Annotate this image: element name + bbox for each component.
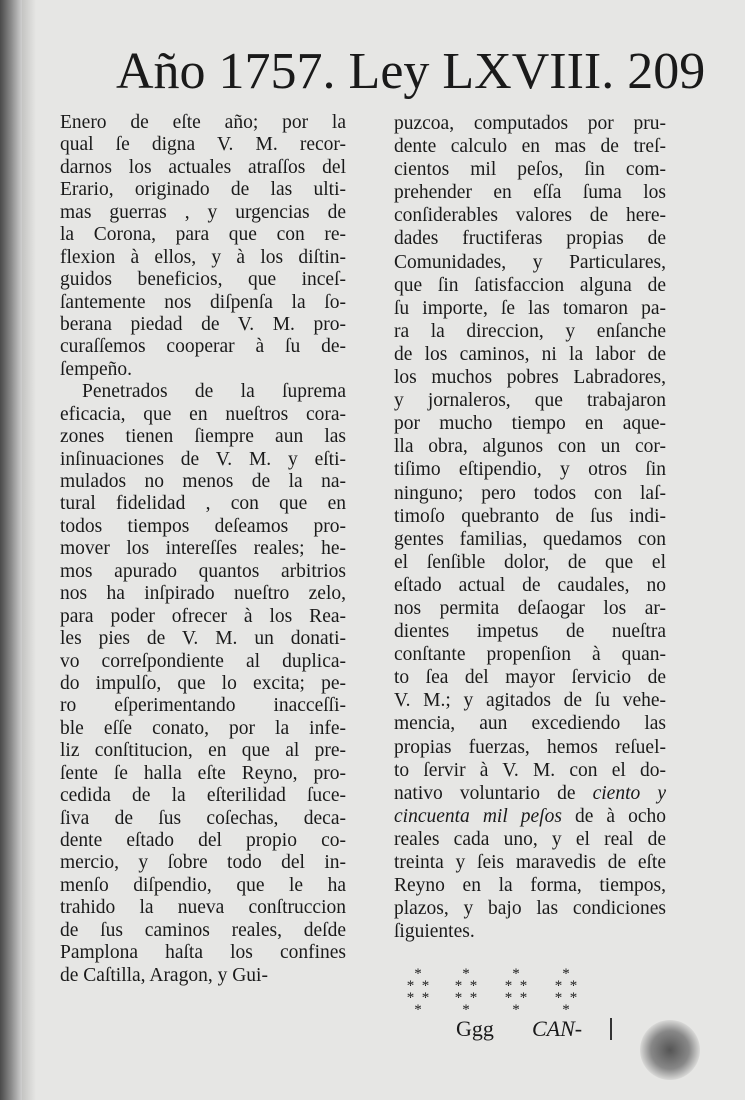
italic-text: ciento y: [592, 782, 666, 804]
text-line: los muchos pobres Labradores,: [394, 367, 666, 389]
text-line: dades fructiferas propias de: [394, 228, 666, 250]
margin-rule: [610, 1018, 612, 1040]
page-shadow: [22, 0, 36, 1100]
text-line: ſiva de ſus coſechas, deca-: [60, 807, 346, 829]
left-text-column: [60, 112, 346, 987]
page-binding-edge: [0, 0, 22, 1100]
text-line: ſente ſe halla eſte Reyno, pro-: [60, 762, 346, 784]
text-line: Penetrados de la ſuprema: [82, 381, 346, 403]
text-line: tural fidelidad , con que en: [60, 493, 346, 515]
text-line: ro eſperimentando inacceſſi-: [60, 695, 346, 717]
asterisk-cluster: * * * * * *: [454, 966, 478, 1018]
catchword: CAN-: [532, 1016, 583, 1041]
text-line: Comunidades, y Particulares,: [394, 251, 666, 273]
text-line: puzcoa, computados por pru-: [394, 113, 666, 134]
text-line: ſantemente nos diſpenſa la ſo-: [60, 291, 346, 313]
text-line: Pamplona haſta los confines: [60, 942, 346, 964]
text-line: berana piedad de V. M. pro-: [60, 313, 346, 335]
signature-mark: Ggg: [456, 1016, 494, 1041]
text-line: liz conſtitucion, en que al pre-: [60, 740, 346, 762]
text-line: flexion à ellos, y à los diſtin-: [60, 246, 346, 268]
text-line: to ſervir à V. M. con el do-: [394, 759, 666, 781]
right-text-column: [394, 112, 666, 943]
text-line: eficacia, que en nueſtros cora-: [60, 403, 346, 425]
text-line: to ſea del mayor ſervicio de: [394, 667, 666, 689]
text-line: [394, 782, 666, 805]
text-line: para poder ofrecer à los Rea-: [60, 605, 346, 627]
text-line: Erario, originado de las ulti-: [60, 179, 346, 201]
text-line: darnos los actuales atraſſos del: [60, 156, 346, 178]
text-line: timoſo quebranto de ſus indi-: [394, 505, 666, 527]
text-line: menſo diſpendio, que le ha: [60, 874, 346, 896]
text-segment: de à ocho: [561, 805, 666, 827]
text-line: V. M.; y agitados de ſu vehe-: [394, 690, 666, 712]
text-line: dientes impetus de nueſtra: [394, 621, 666, 643]
text-line: mos apurado quantos arbitrios: [60, 560, 346, 582]
text-line: mover los intereſſes reales; he-: [60, 538, 346, 560]
text-line: dente calculo en mas de treſ-: [394, 136, 666, 158]
text-line: ninguno; pero todos con laſ-: [394, 482, 666, 504]
text-line: les pies de V. M. un donati-: [60, 628, 346, 650]
text-line: y jornaleros, que trabajaron: [394, 390, 666, 412]
text-line: cedida de la eſterilidad ſuce-: [60, 785, 346, 807]
text-line: zones tienen ſiempre aun las: [60, 426, 346, 448]
text-line: plazos, y bajo las condiciones: [394, 898, 666, 920]
text-line: reales cada uno, y el real de: [394, 828, 666, 850]
text-line: mulados no menos de la na-: [60, 471, 346, 492]
text-line: de los caminos, ni la labor de: [394, 343, 666, 365]
text-line: por mucho tiempo en aque-: [394, 413, 666, 435]
text-line: conſtante propenſion à quan-: [394, 644, 666, 666]
text-line: que ſin ſatisfaccion alguna de: [394, 274, 666, 296]
text-line: mercio, y ſobre todo del in-: [60, 852, 346, 874]
text-line: el ſenſible dolor, de que el: [394, 551, 666, 573]
text-line: Reyno en la forma, tiempos,: [394, 875, 666, 897]
text-line: lla obra, algunos con un cor-: [394, 436, 666, 458]
text-line: todos tiempos deſeamos pro-: [60, 515, 346, 537]
text-line: conſiderables valores de here-: [394, 205, 666, 227]
asterisk-cluster: * * * * * *: [504, 966, 528, 1018]
italic-text: cincuenta mil peſos: [394, 805, 562, 827]
text-line: prehender en eſſa ſuma los: [394, 182, 666, 204]
text-line: ſiguientes.: [394, 921, 475, 943]
text-line: treinta y ſeis maravedis de eſte: [394, 852, 666, 873]
text-line: Enero de eſte año; por la: [60, 112, 346, 133]
text-line: mas guerras , y urgencias de: [60, 201, 346, 223]
text-line: gentes familias, quedamos con: [394, 528, 666, 550]
text-line: qual ſe digna V. M. recor-: [60, 134, 346, 156]
text-line: de Caſtilla, Aragon, y Gui-: [60, 964, 268, 986]
text-line: mencia, aun excediendo las: [394, 713, 666, 735]
text-line: ra la direccion, y enſanche: [394, 320, 666, 342]
text-line: de ſus caminos reales, deſde: [60, 919, 346, 941]
text-line: do impulſo, que lo excita; pe-: [60, 672, 346, 694]
text-line: eſtado actual de caudales, no: [394, 574, 666, 596]
asterisk-cluster: * * * * * *: [554, 966, 578, 1018]
text-line: ſu importe, ſe las tomaron pa-: [394, 297, 666, 319]
text-line: nos ha inſpirado nueſtro zelo,: [60, 583, 346, 605]
text-line: propias fuerzas, hemos reſuel-: [394, 736, 666, 758]
text-line: vo correſpondiente al duplica-: [60, 650, 346, 672]
asterisk-cluster: * * * * * *: [406, 966, 430, 1018]
page-header-title: Año 1757. Ley LXVIII. 209: [116, 43, 706, 100]
text-line: ſempeño.: [60, 358, 133, 380]
text-line: la Corona, para que con re-: [60, 224, 346, 246]
text-line: [394, 805, 666, 828]
text-line: curaſſemos cooperar à ſu de-: [60, 336, 346, 358]
text-line: trahido la nueva conſtruccion: [60, 897, 346, 919]
text-line: nos permita deſaogar los ar-: [394, 597, 666, 619]
text-line: guidos beneficios, que inceſ-: [60, 269, 346, 291]
text-segment: nativo voluntario de: [394, 782, 593, 804]
text-line: cientos mil peſos, ſin com-: [394, 159, 666, 181]
text-line: dente eſtado del propio co-: [60, 830, 346, 851]
text-line: tiſimo eſtipendio, y otros ſin: [394, 459, 666, 481]
ink-stain: [640, 1020, 700, 1080]
text-line: ble eſſe conato, por la infe-: [60, 717, 346, 739]
text-line: inſinuaciones de V. M. y eſti-: [60, 448, 346, 470]
